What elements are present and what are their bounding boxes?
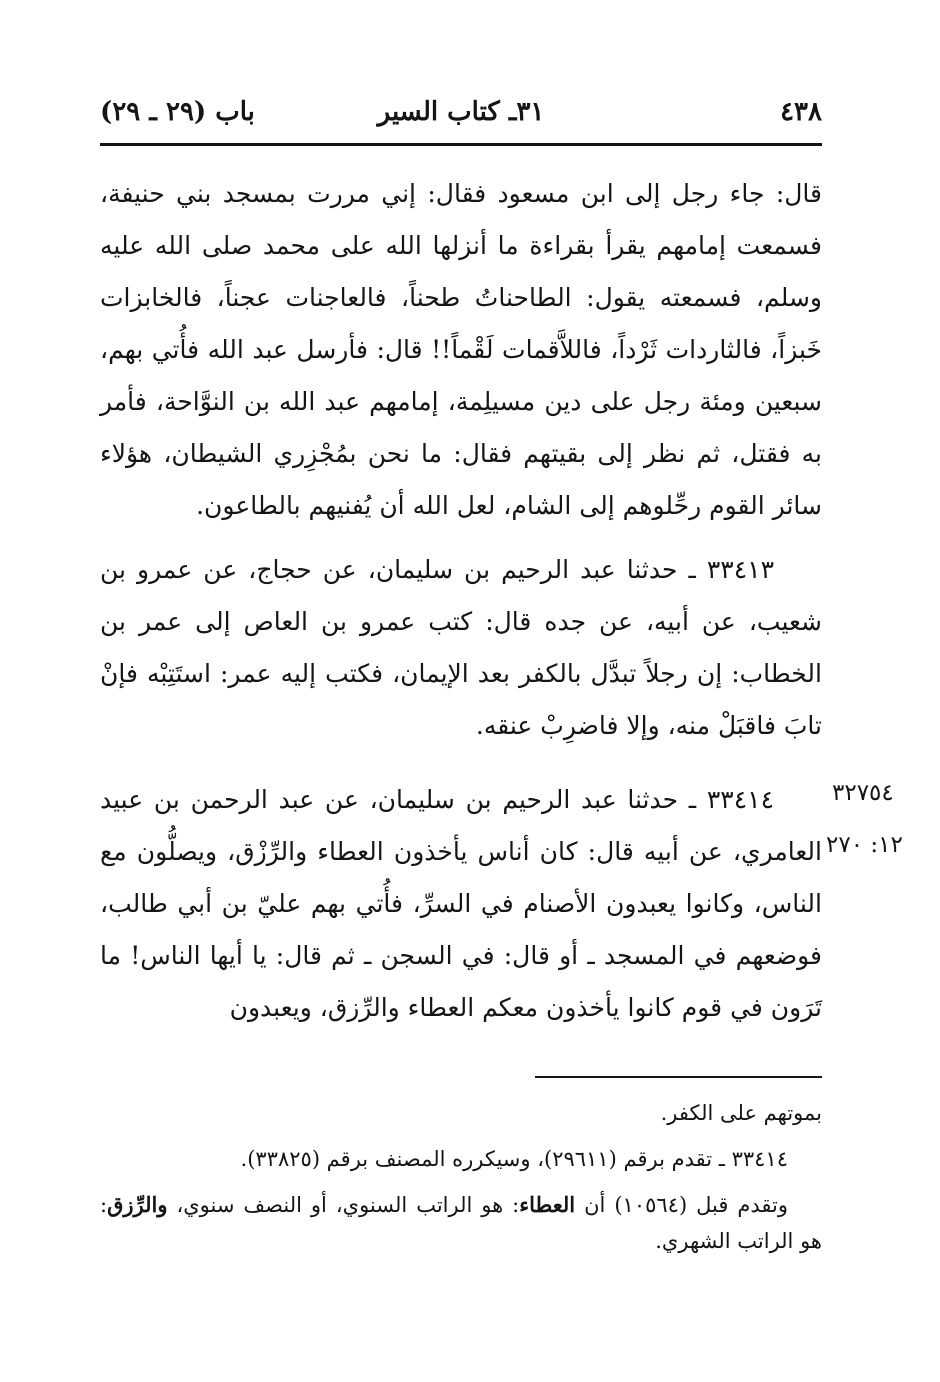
footnote-line: ٣٣٤١٤ ـ تقدم برقم (٢٩٦١١)، وسيكرره المصنف برقم (٣٣٨٢٥).	[240, 1147, 788, 1171]
footnote-text: : هو الراتب الشهري.	[100, 1193, 822, 1253]
paragraph-text: قال: جاء رجل إلى ابن مسعود فقال: إني مررت بمسجد بني حنيفة، فسمعت إمامهم يقرأ بقراءة ما أنزلها الله على محمد صلى الله عليه وسلم، فسمعته يقول: الطاحناتُ طحناً، فالعاجنات عجناً، فالخابزات خَبزاً، فالثاردات ثَرْداً، فاللاَّقمات لَقْماً!! قال: فأرسل عبد الله فأُتي بهم، سبعين ومئة رجل على دين مسيلِمة، إمامهم عبد الله بن النوَّاحة، فأمر به فقتل، ثم نظر إلى بقيتهم فقال: ما نحن بمُجْزِري الشيطان، هؤلاء سائر القوم رحِّلوهم إلى الشام، لعل الله أن يُفنيهم بالطاعون.	[100, 179, 822, 520]
page-number: ٤٣٨	[780, 97, 822, 127]
chapter-title: باب (٢٩ ـ ٢٩)	[100, 97, 255, 127]
footnote-term: والرِّزق	[107, 1192, 168, 1217]
margin-reference-number: ٣٢٧٥٤	[832, 780, 894, 806]
footnote-text: : هو الراتب السنوي، أو النصف سنوي،	[167, 1193, 520, 1217]
hadith-paragraph-continued	[100, 168, 822, 532]
paragraph-text: ٣٣٤١٣ ـ حدثنا عبد الرحيم بن سليمان، عن حجاج، عن عمرو بن شعيب، عن أبيه، عن جده قال: كتب عمرو بن العاص إلى عمر بن الخطاب: إن رجلاً تبدَّل بالكفر بعد الإيمان، فكتب إليه عمر: استَتِبْه فإنْ تابَ فاقبَلْ منه، وإلا فاضرِبْ عنقه.	[100, 555, 822, 740]
hadith-paragraph-33414	[100, 774, 822, 1034]
header-divider	[100, 143, 822, 146]
footnote-term: العطاء	[519, 1192, 576, 1217]
footnotes	[100, 1095, 822, 1269]
footnote-definitions	[100, 1187, 822, 1259]
margin-volume-page: ١٢: ٢٧٠	[826, 832, 903, 858]
footnote-divider	[535, 1076, 822, 1078]
book-title: ٣١ـ كتاب السير	[377, 97, 545, 127]
hadith-paragraph-33413	[100, 544, 822, 752]
footnote-line: بموتهم على الكفر.	[660, 1101, 822, 1125]
paragraph-text: ٣٣٤١٤ ـ حدثنا عبد الرحيم بن سليمان، عن عبد الرحمن بن عبيد العامري، عن أبيه قال: كان أناس يأخذون العطاء والرِّزْق، ويصلُّون مع الناس، وكانوا يعبدون الأصنام في السرِّ، فأُتي بهم عليّ بن أبي طالب، فوضعهم في المسجد ـ أو قال: في السجن ـ ثم قال: يا أيها الناس! ما تَرَون في قوم كانوا يأخذون معكم العطاء والرِّزق، ويعبدون	[100, 785, 822, 1022]
page-header	[100, 92, 822, 132]
footnote-text: وتقدم قبل (١٠٥٦٤) أن	[575, 1193, 789, 1217]
